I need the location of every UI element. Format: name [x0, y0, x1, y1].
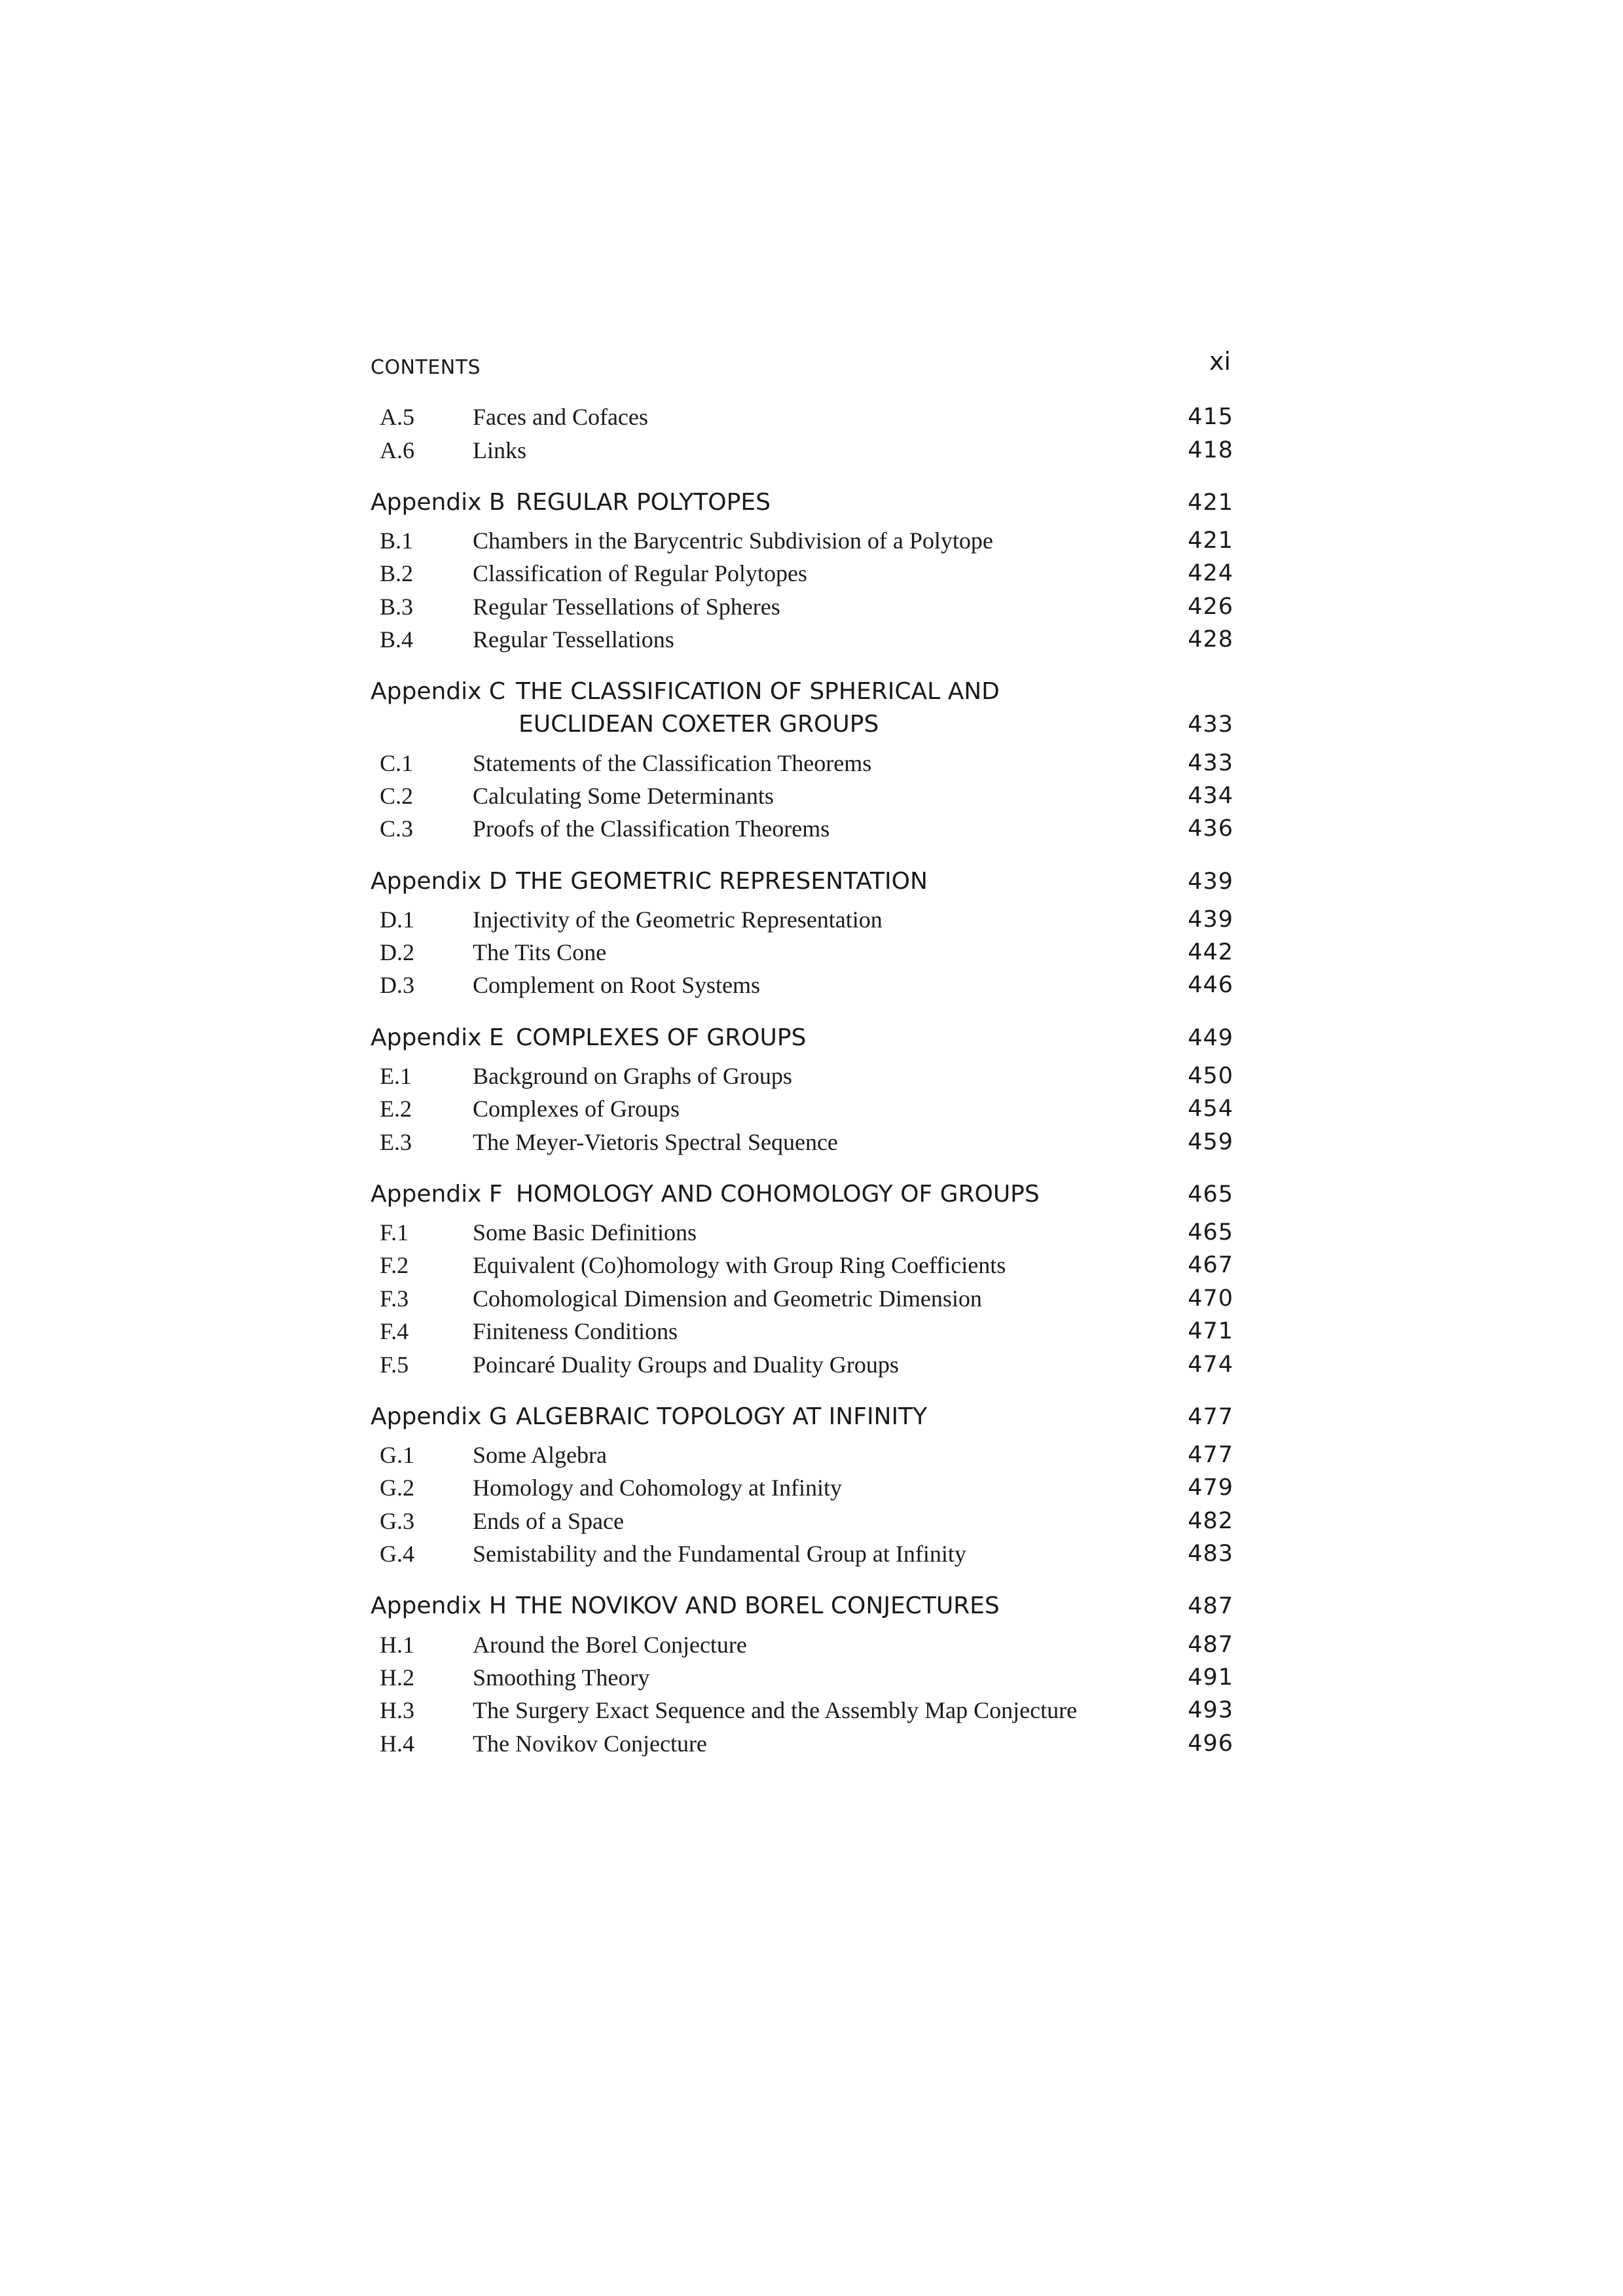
appendix-page-number: 465 — [1188, 1181, 1233, 1208]
section-number: H.3 — [380, 1697, 414, 1724]
section-number: C.2 — [380, 782, 414, 809]
appendix-heading — [371, 486, 1233, 519]
section-list — [371, 746, 1233, 845]
appendix-page-number: 421 — [1188, 489, 1233, 516]
appendix-heading — [371, 1401, 1233, 1433]
toc-entry[interactable] — [371, 780, 1233, 812]
section-number: A.5 — [380, 404, 414, 431]
appendix-heading — [371, 675, 1233, 741]
section-page-number: 474 — [1188, 1351, 1233, 1378]
section-page-number: 450 — [1188, 1062, 1233, 1089]
section-list — [371, 1439, 1233, 1571]
section-title: Regular Tessellations of Spheres — [473, 593, 780, 620]
section-page-number: 439 — [1188, 906, 1233, 933]
section-page-number: 434 — [1188, 782, 1233, 809]
section-page-number: 487 — [1188, 1631, 1233, 1658]
running-head-page-number: xi — [1209, 347, 1231, 376]
section-number: F.5 — [380, 1351, 409, 1378]
section-page-number: 491 — [1188, 1664, 1233, 1691]
section-page-number: 467 — [1188, 1252, 1233, 1279]
section-number: H.2 — [380, 1664, 414, 1691]
section-title: The Surgery Exact Sequence and the Assembly Map Conjecture — [473, 1697, 1078, 1724]
toc-entry[interactable] — [371, 524, 1233, 557]
toc-entry[interactable] — [371, 557, 1233, 590]
section-title: Homology and Cohomology at Infinity — [473, 1475, 842, 1501]
section-number: B.1 — [380, 527, 414, 554]
toc-appendix-block — [371, 865, 1233, 1002]
toc-entry[interactable] — [371, 1282, 1233, 1315]
appendix-heading — [371, 1178, 1233, 1211]
toc-appendix-block — [371, 401, 1233, 467]
toc-entry[interactable] — [371, 1348, 1233, 1380]
section-title: Poincaré Duality Groups and Duality Groups — [473, 1351, 899, 1378]
section-list — [371, 524, 1233, 656]
appendix-title-continued: EUCLIDEAN COXETER GROUPS — [519, 711, 879, 738]
appendix-label: Appendix B — [371, 488, 505, 516]
section-title: Smoothing Theory — [473, 1664, 650, 1691]
section-title: Chambers in the Barycentric Subdivision of a Polytope — [473, 527, 993, 554]
section-title: The Novikov Conjecture — [473, 1730, 707, 1757]
section-page-number: 442 — [1188, 939, 1233, 966]
section-page-number: 433 — [1188, 749, 1233, 776]
section-title: Some Basic Definitions — [473, 1219, 697, 1246]
section-title: Complexes of Groups — [473, 1096, 680, 1122]
section-title: Finiteness Conditions — [473, 1318, 678, 1345]
section-number: B.4 — [380, 626, 414, 653]
toc-entry[interactable] — [371, 623, 1233, 656]
section-page-number: 477 — [1188, 1442, 1233, 1468]
section-page-number: 483 — [1188, 1541, 1233, 1568]
section-number: E.2 — [380, 1096, 412, 1122]
toc-entry[interactable] — [371, 1315, 1233, 1348]
section-page-number: 470 — [1188, 1285, 1233, 1312]
toc-entry[interactable] — [371, 746, 1233, 779]
section-title: Proofs of the Classification Theorems — [473, 816, 830, 842]
section-page-number: 415 — [1188, 404, 1233, 431]
toc-appendix-block — [371, 675, 1233, 845]
section-list — [371, 1628, 1233, 1760]
section-title: Background on Graphs of Groups — [473, 1062, 792, 1089]
section-number: H.1 — [380, 1631, 414, 1658]
section-title: Faces and Cofaces — [473, 404, 648, 431]
section-number: D.2 — [380, 939, 414, 966]
toc-entry[interactable] — [371, 1471, 1233, 1504]
section-title: Regular Tessellations — [473, 626, 674, 653]
section-number: A.6 — [380, 437, 414, 463]
appendix-label: Appendix E — [371, 1024, 504, 1051]
toc-entry[interactable] — [371, 1505, 1233, 1537]
toc-appendix-block — [371, 486, 1233, 656]
appendix-label: Appendix D — [371, 867, 507, 895]
toc-entry[interactable] — [371, 1439, 1233, 1471]
toc-appendix-block — [371, 1590, 1233, 1760]
appendix-title: ALGEBRAIC TOPOLOGY AT INFINITY — [516, 1403, 928, 1430]
section-page-number: 446 — [1188, 972, 1233, 999]
appendix-title: THE NOVIKOV AND BOREL CONJECTURES — [516, 1592, 1000, 1620]
toc-entry[interactable] — [371, 1628, 1233, 1660]
running-head-title: CONTENTS — [371, 356, 481, 379]
toc-appendix-block — [371, 1401, 1233, 1571]
appendix-label: Appendix C — [371, 678, 506, 706]
section-title: The Meyer-Vietoris Spectral Sequence — [473, 1128, 838, 1155]
toc-entry[interactable] — [371, 936, 1233, 969]
toc-entry[interactable] — [371, 1125, 1233, 1158]
section-number: C.1 — [380, 749, 414, 776]
appendix-page-number: 449 — [1188, 1024, 1233, 1051]
section-number: F.1 — [380, 1219, 409, 1246]
running-head — [371, 347, 1233, 386]
toc-entry[interactable] — [371, 969, 1233, 1001]
section-title: Some Algebra — [473, 1442, 607, 1468]
toc-entry[interactable] — [371, 1216, 1233, 1249]
section-number: B.3 — [380, 593, 414, 620]
appendix-heading — [371, 1590, 1233, 1623]
section-page-number: 479 — [1188, 1475, 1233, 1501]
section-list — [371, 903, 1233, 1002]
section-number: F.3 — [380, 1285, 409, 1312]
section-number: D.3 — [380, 972, 414, 999]
toc-entry[interactable] — [371, 1092, 1233, 1125]
appendix-heading — [371, 1022, 1233, 1054]
toc-entry[interactable] — [371, 590, 1233, 623]
appendix-title: THE CLASSIFICATION OF SPHERICAL AND — [516, 678, 1000, 706]
section-title: Complement on Root Systems — [473, 972, 761, 999]
section-page-number: 493 — [1188, 1697, 1233, 1724]
section-page-number: 465 — [1188, 1219, 1233, 1246]
section-number: F.4 — [380, 1318, 409, 1345]
section-title: Links — [473, 437, 527, 463]
toc-entry[interactable] — [371, 1694, 1233, 1727]
toc-entry[interactable] — [371, 903, 1233, 936]
section-title: Equivalent (Co)homology with Group Ring Coefficients — [473, 1252, 1006, 1279]
appendix-page-number: 439 — [1188, 868, 1233, 895]
section-page-number: 428 — [1188, 626, 1233, 653]
section-number: G.2 — [380, 1475, 414, 1501]
section-number: B.2 — [380, 560, 414, 587]
toc-appendix-block — [371, 1022, 1233, 1158]
section-page-number: 426 — [1188, 593, 1233, 620]
section-number: C.3 — [380, 816, 414, 842]
appendix-title: REGULAR POLYTOPES — [516, 488, 771, 516]
section-number: H.4 — [380, 1730, 414, 1757]
section-title: Calculating Some Determinants — [473, 782, 774, 809]
section-page-number: 421 — [1188, 527, 1233, 554]
section-title: Statements of the Classification Theorems — [473, 749, 872, 776]
section-page-number: 496 — [1188, 1730, 1233, 1757]
toc-entry[interactable] — [371, 401, 1233, 433]
appendix-label: Appendix F — [371, 1180, 503, 1208]
toc-appendix-block — [371, 1178, 1233, 1381]
section-list — [371, 1060, 1233, 1158]
section-page-number: 454 — [1188, 1096, 1233, 1122]
section-list — [371, 401, 1233, 467]
section-title: The Tits Cone — [473, 939, 607, 966]
section-title: Cohomological Dimension and Geometric Dimension — [473, 1285, 982, 1312]
section-title: Ends of a Space — [473, 1507, 624, 1534]
appendix-page-number: 433 — [1188, 711, 1233, 738]
section-title: Semistability and the Fundamental Group at Infinity — [473, 1541, 966, 1568]
toc-entry[interactable] — [371, 1661, 1233, 1694]
appendix-label: Appendix H — [371, 1592, 507, 1620]
appendix-heading — [371, 865, 1233, 898]
section-number: E.3 — [380, 1128, 412, 1155]
table-of-contents — [371, 401, 1233, 1760]
appendix-page-number: 487 — [1188, 1593, 1233, 1620]
section-number: E.1 — [380, 1062, 412, 1089]
section-title: Around the Borel Conjecture — [473, 1631, 747, 1658]
section-number: G.1 — [380, 1442, 414, 1468]
toc-entry[interactable] — [371, 1060, 1233, 1092]
section-number: F.2 — [380, 1252, 409, 1279]
toc-entry[interactable] — [371, 1537, 1233, 1570]
section-list — [371, 1216, 1233, 1381]
section-page-number: 459 — [1188, 1128, 1233, 1155]
section-title: Classification of Regular Polytopes — [473, 560, 807, 587]
appendix-title: THE GEOMETRIC REPRESENTATION — [516, 867, 928, 895]
toc-entry[interactable] — [371, 1727, 1233, 1760]
toc-entry[interactable] — [371, 812, 1233, 845]
section-title: Injectivity of the Geometric Representation — [473, 906, 883, 933]
section-page-number: 436 — [1188, 816, 1233, 842]
appendix-title: COMPLEXES OF GROUPS — [516, 1024, 807, 1051]
appendix-title: HOMOLOGY AND COHOMOLOGY OF GROUPS — [516, 1180, 1040, 1208]
appendix-page-number: 477 — [1188, 1403, 1233, 1430]
section-page-number: 418 — [1188, 437, 1233, 463]
section-page-number: 424 — [1188, 560, 1233, 587]
toc-entry[interactable] — [371, 1249, 1233, 1282]
appendix-label: Appendix G — [371, 1403, 507, 1430]
section-page-number: 482 — [1188, 1507, 1233, 1534]
section-number: G.3 — [380, 1507, 414, 1534]
section-number: G.4 — [380, 1541, 414, 1568]
toc-page — [371, 347, 1233, 1760]
toc-entry[interactable] — [371, 433, 1233, 466]
section-number: D.1 — [380, 906, 414, 933]
section-page-number: 471 — [1188, 1318, 1233, 1345]
